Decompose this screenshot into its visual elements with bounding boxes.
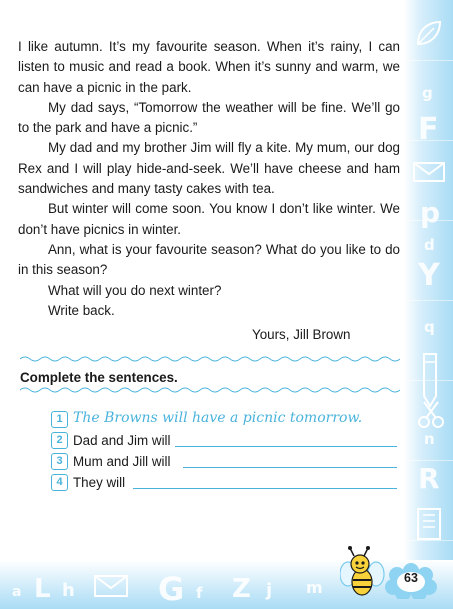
side-letter: R xyxy=(418,462,440,495)
bee-icon xyxy=(340,546,386,602)
item-number-badge: 2 xyxy=(51,432,68,449)
leaf-icon xyxy=(414,18,444,48)
sentence-start: Mum and Jill will xyxy=(73,454,171,469)
scissors-icon xyxy=(416,400,446,430)
letter-body xyxy=(18,37,400,321)
side-letter: n xyxy=(424,430,435,448)
side-letter: q xyxy=(424,318,435,336)
side-letter: F xyxy=(418,112,439,147)
bottom-letter: a xyxy=(12,584,22,600)
bottom-letter: f xyxy=(196,584,203,602)
bottom-letter: Z xyxy=(232,574,251,604)
side-letter: g xyxy=(422,84,433,102)
letter-paragraph: Write back. xyxy=(48,302,115,318)
answer-blank[interactable] xyxy=(133,488,397,489)
letter-paragraph: My dad says, “Tomorrow the weather will be fine. We’ll go to the park and have a picnic.” xyxy=(18,99,400,136)
bottom-letter: m xyxy=(306,578,323,597)
side-letter: Y xyxy=(418,258,440,293)
side-letter: d xyxy=(424,236,435,254)
bottom-letter: j xyxy=(266,580,273,601)
envelope-icon xyxy=(412,160,446,184)
exercise-item-2 xyxy=(51,432,401,450)
bottom-letter: h xyxy=(62,580,75,601)
bottom-letter: L xyxy=(34,574,51,604)
sentence-start: Dad and Jim will xyxy=(73,433,171,448)
example-answer: The Browns will have a picnic tomorrow. xyxy=(73,410,363,426)
side-letter: p xyxy=(420,196,441,229)
item-number-badge: 3 xyxy=(51,453,68,470)
side-decoration-strip xyxy=(404,0,453,609)
exercise-item-3 xyxy=(51,453,401,471)
envelope-icon xyxy=(92,572,132,602)
letter-paragraph: What will you do next winter? xyxy=(48,282,222,298)
wavy-divider xyxy=(20,386,400,394)
book-icon xyxy=(414,505,446,545)
answer-blank[interactable] xyxy=(175,446,397,447)
item-number-badge: 4 xyxy=(51,474,68,491)
exercise-item-1 xyxy=(51,411,401,429)
letter-paragraph: I like autumn. It’s my favourite season. When it’s rainy, I can listen to music and read a book. When it’s sunny and warm, we can have a picnic in the park. xyxy=(18,39,400,95)
bottom-letter: G xyxy=(158,570,185,608)
wavy-divider xyxy=(20,355,400,363)
letter-paragraph: My dad and my brother Jim will fly a kite. My mum, our dog Rex and I will play hide-and-seek. We’ll have cheese and ham sandwiches and many tasty cakes with tea. xyxy=(18,140,400,197)
letter-signature: Yours, Jill Brown xyxy=(252,327,351,342)
exercise-item-4 xyxy=(51,474,401,492)
letter-paragraph: But winter will come soon. You know I don’t like winter. We don’t have picnics in winter. xyxy=(18,201,400,237)
answer-blank[interactable] xyxy=(183,467,397,468)
letter-paragraph: Ann, what is your favourite season? What do you like to do in this season? xyxy=(18,241,400,278)
task-instruction: Complete the sentences. xyxy=(20,370,178,385)
sentence-start: They will xyxy=(73,475,126,490)
item-number-badge: 1 xyxy=(51,411,68,428)
page-number: 63 xyxy=(404,571,418,585)
